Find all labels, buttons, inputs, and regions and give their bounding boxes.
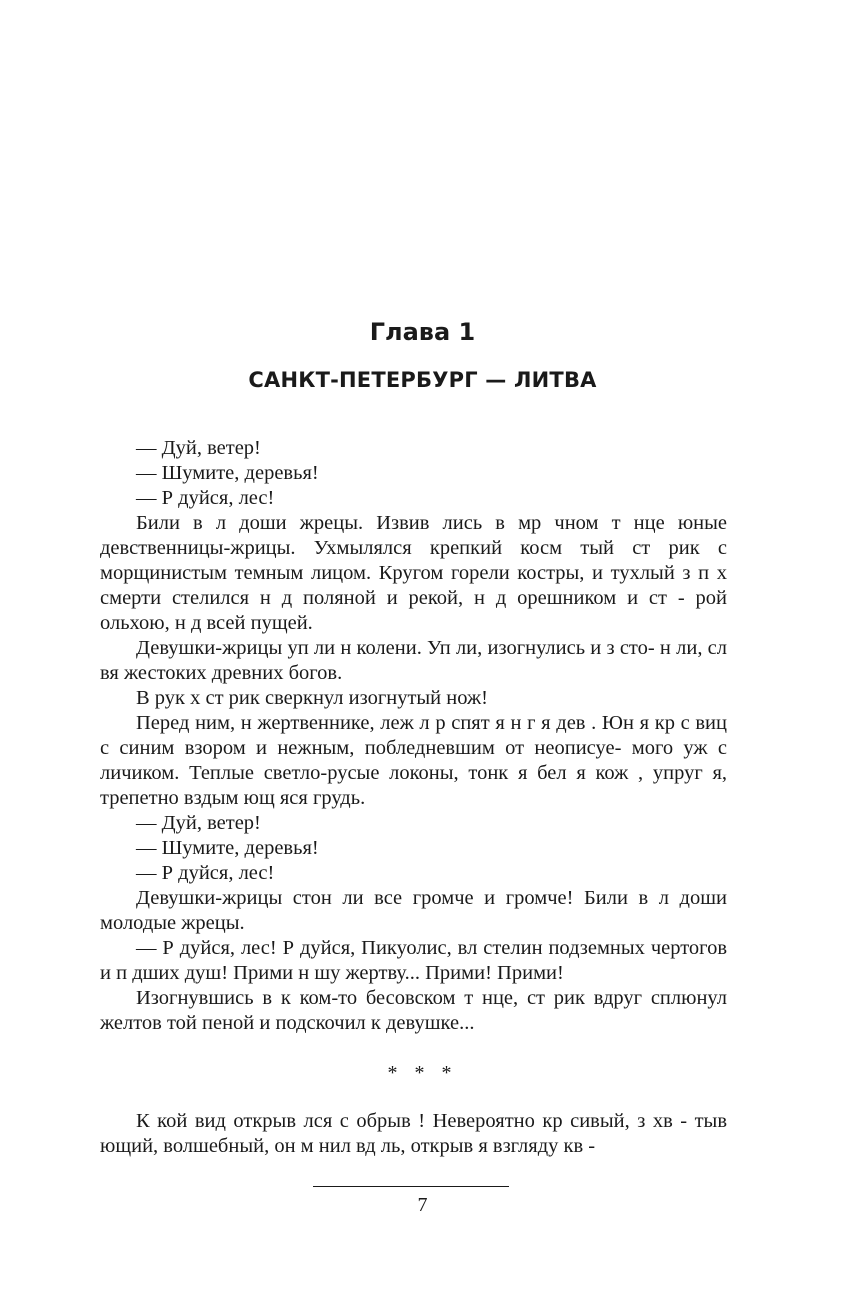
- paragraph: — Р дуйся, лес!: [136, 862, 275, 884]
- paragraph: — Дуй, ветер!: [136, 437, 261, 459]
- section-separator: * * *: [387, 1062, 458, 1084]
- paragraph: Девушки-жрицы стон ли все громче и громче! Били в л доши молодые жрецы.: [100, 887, 727, 934]
- paragraph: В рук х ст рик сверкнул изогнутый нож!: [136, 687, 488, 709]
- paragraph: — Р дуйся, лес! Р дуйся, Пикуолис, вл стелин подземных чертогов и п дших душ! Прими н шу жертву... Прими! Прими!: [100, 937, 727, 984]
- paragraph: — Шумите, деревья!: [136, 837, 319, 859]
- paragraph: Перед ним, н жертвеннике, леж л р спят я н г я дев . Юн я кр с виц с синим взором и нежным, побледневшим от неописуе- мого уж с личиком. Теплые светло-русые локоны, тонк я бел я кож , упруг я, трепетно вздым ющ яся грудь.: [100, 712, 727, 809]
- chapter-number: Глава 1: [369, 318, 476, 346]
- paragraph: — Шумите, деревья!: [136, 462, 319, 484]
- section-body: [100, 1109, 727, 1159]
- footer-divider: [313, 1186, 509, 1187]
- paragraph: Били в л доши жрецы. Извив лись в мр чном т нце юные девственницы-жрицы. Ухмылялся крепкий косм тый ст рик с морщинистым темным лицом. Кругом горели костры, и тухлый з п х смерти стелился н д поляной и рекой, н д орешником и ст - рой ольхою, н д всей пущей.: [100, 512, 727, 634]
- paragraph: Девушки-жрицы уп ли н колени. Уп ли, изогнулись и з сто- н ли, сл вя жестоких древних богов.: [100, 637, 727, 684]
- paragraph: — Дуй, ветер!: [136, 812, 261, 834]
- paragraph: К кой вид открыв лся с обрыв ! Невероятно кр сивый, з хв - тыв ющий, волшебный, он м нил вд ль, открыв я взгляду кв -: [100, 1110, 727, 1157]
- chapter-body: [100, 436, 727, 1036]
- paragraph: Изогнувшись в к ком-то бесовском т нце, ст рик вдруг сплюнул желтов той пеной и подскочил к девушке...: [100, 987, 727, 1034]
- page-number: 7: [417, 1194, 428, 1216]
- paragraph: — Р дуйся, лес!: [136, 487, 275, 509]
- chapter-heading: САНКТ-ПЕТЕРБУРГ — ЛИТВА: [248, 368, 597, 392]
